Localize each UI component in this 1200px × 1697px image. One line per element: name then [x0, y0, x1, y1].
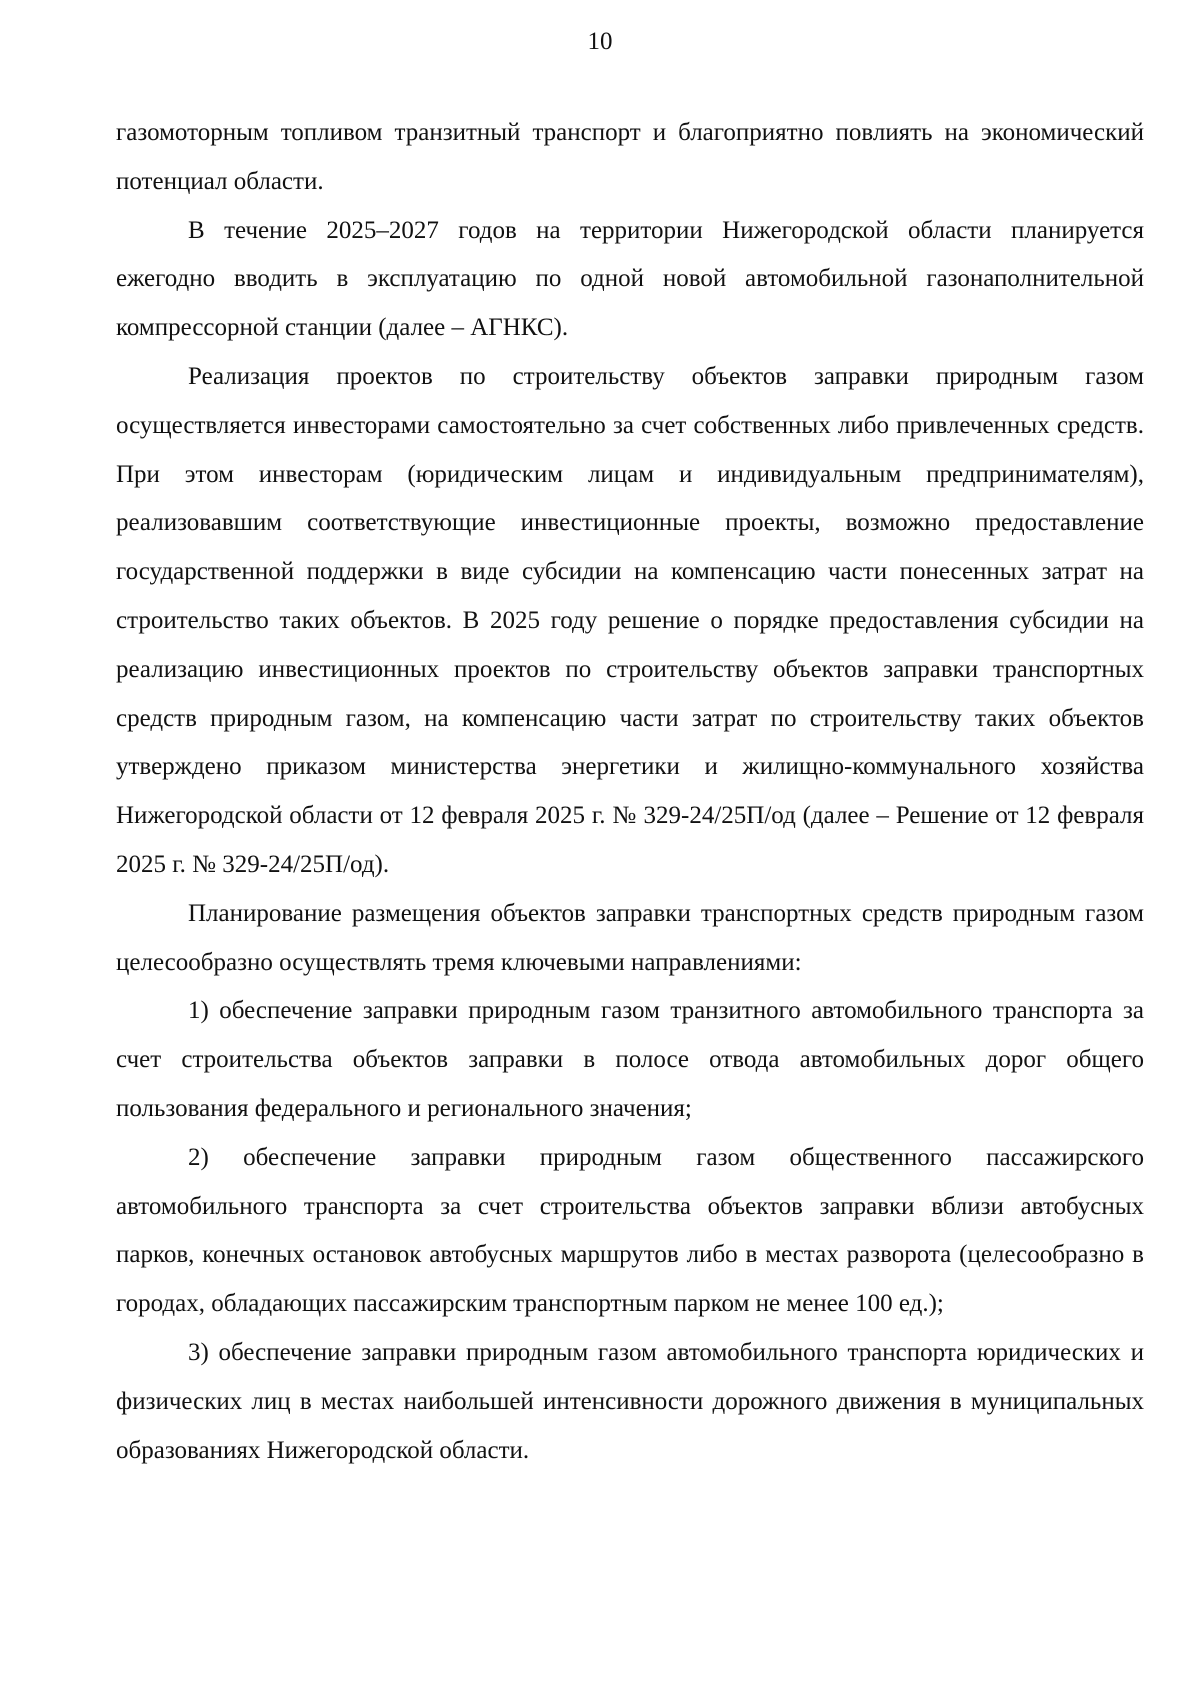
list-item-transit-transport: 1) обеспечение заправки природным газом транзитного автомобильного транспорта за счет строительства объектов заправки в полосе отвода автомобильных дорог общего пользования федерального и регионального значения;: [116, 997, 1144, 1122]
paragraph-investment-support: Реализация проектов по строительству объектов заправки природным газом осуществляется инвесторами самостоятельно за счет собственных либо привлеченных средств. При этом инвесторам (юридическим лицам и индивидуальным предпринимателям), реализовавшим соответствующие инвестиционные проекты, возможно предоставление государственной поддержки в виде субсидии на компенсацию части понесенных затрат на строительство таких объектов. В 2025 году решение о порядке предоставления субсидии на реализацию инвестиционных проектов по строительству объектов заправки транспортных средств природным газом, на компенсацию части затрат по строительству таких объектов утверждено приказом министерства энергетики и жилищно-коммунального хозяйства Нижегородской области от 12 февраля 2025 г. № 329-24/25П/од (далее – Решение от 12 февраля 2025 г. № 329-24/25П/од).: [116, 362, 1144, 878]
page-number: 10: [587, 28, 613, 55]
list-item-public-transport: 2) обеспечение заправки природным газом общественного пассажирского автомобильного транспорта за счет строительства объектов заправки вблизи автобусных парков, конечных остановок автобусных маршрутов либо в местах разворота (целесообразно в городах, обладающих пассажирским транспортным парком не менее 100 ед.);: [116, 1143, 1144, 1318]
paragraph-agnks-plan: В течение 2025–2027 годов на территории Нижегородской области планируется ежегодно вводить в эксплуатацию по одной новой автомобильной газонаполнительной компрессорной станции (далее – АГНКС).: [116, 216, 1144, 342]
paragraph-continuation: газомоторным топливом транзитный транспорт и благоприятно повлиять на экономический потенциал области.: [116, 119, 1144, 195]
document-body: [116, 109, 1144, 1475]
paragraph-planning-directions: Планирование размещения объектов заправки транспортных средств природным газом целесообразно осуществлять тремя ключевыми направлениями:: [116, 899, 1144, 976]
list-item-private-transport: 3) обеспечение заправки природным газом автомобильного транспорта юридических и физических лиц в местах наибольшей интенсивности дорожного движения в муниципальных образованиях Нижегородской области.: [116, 1338, 1144, 1464]
